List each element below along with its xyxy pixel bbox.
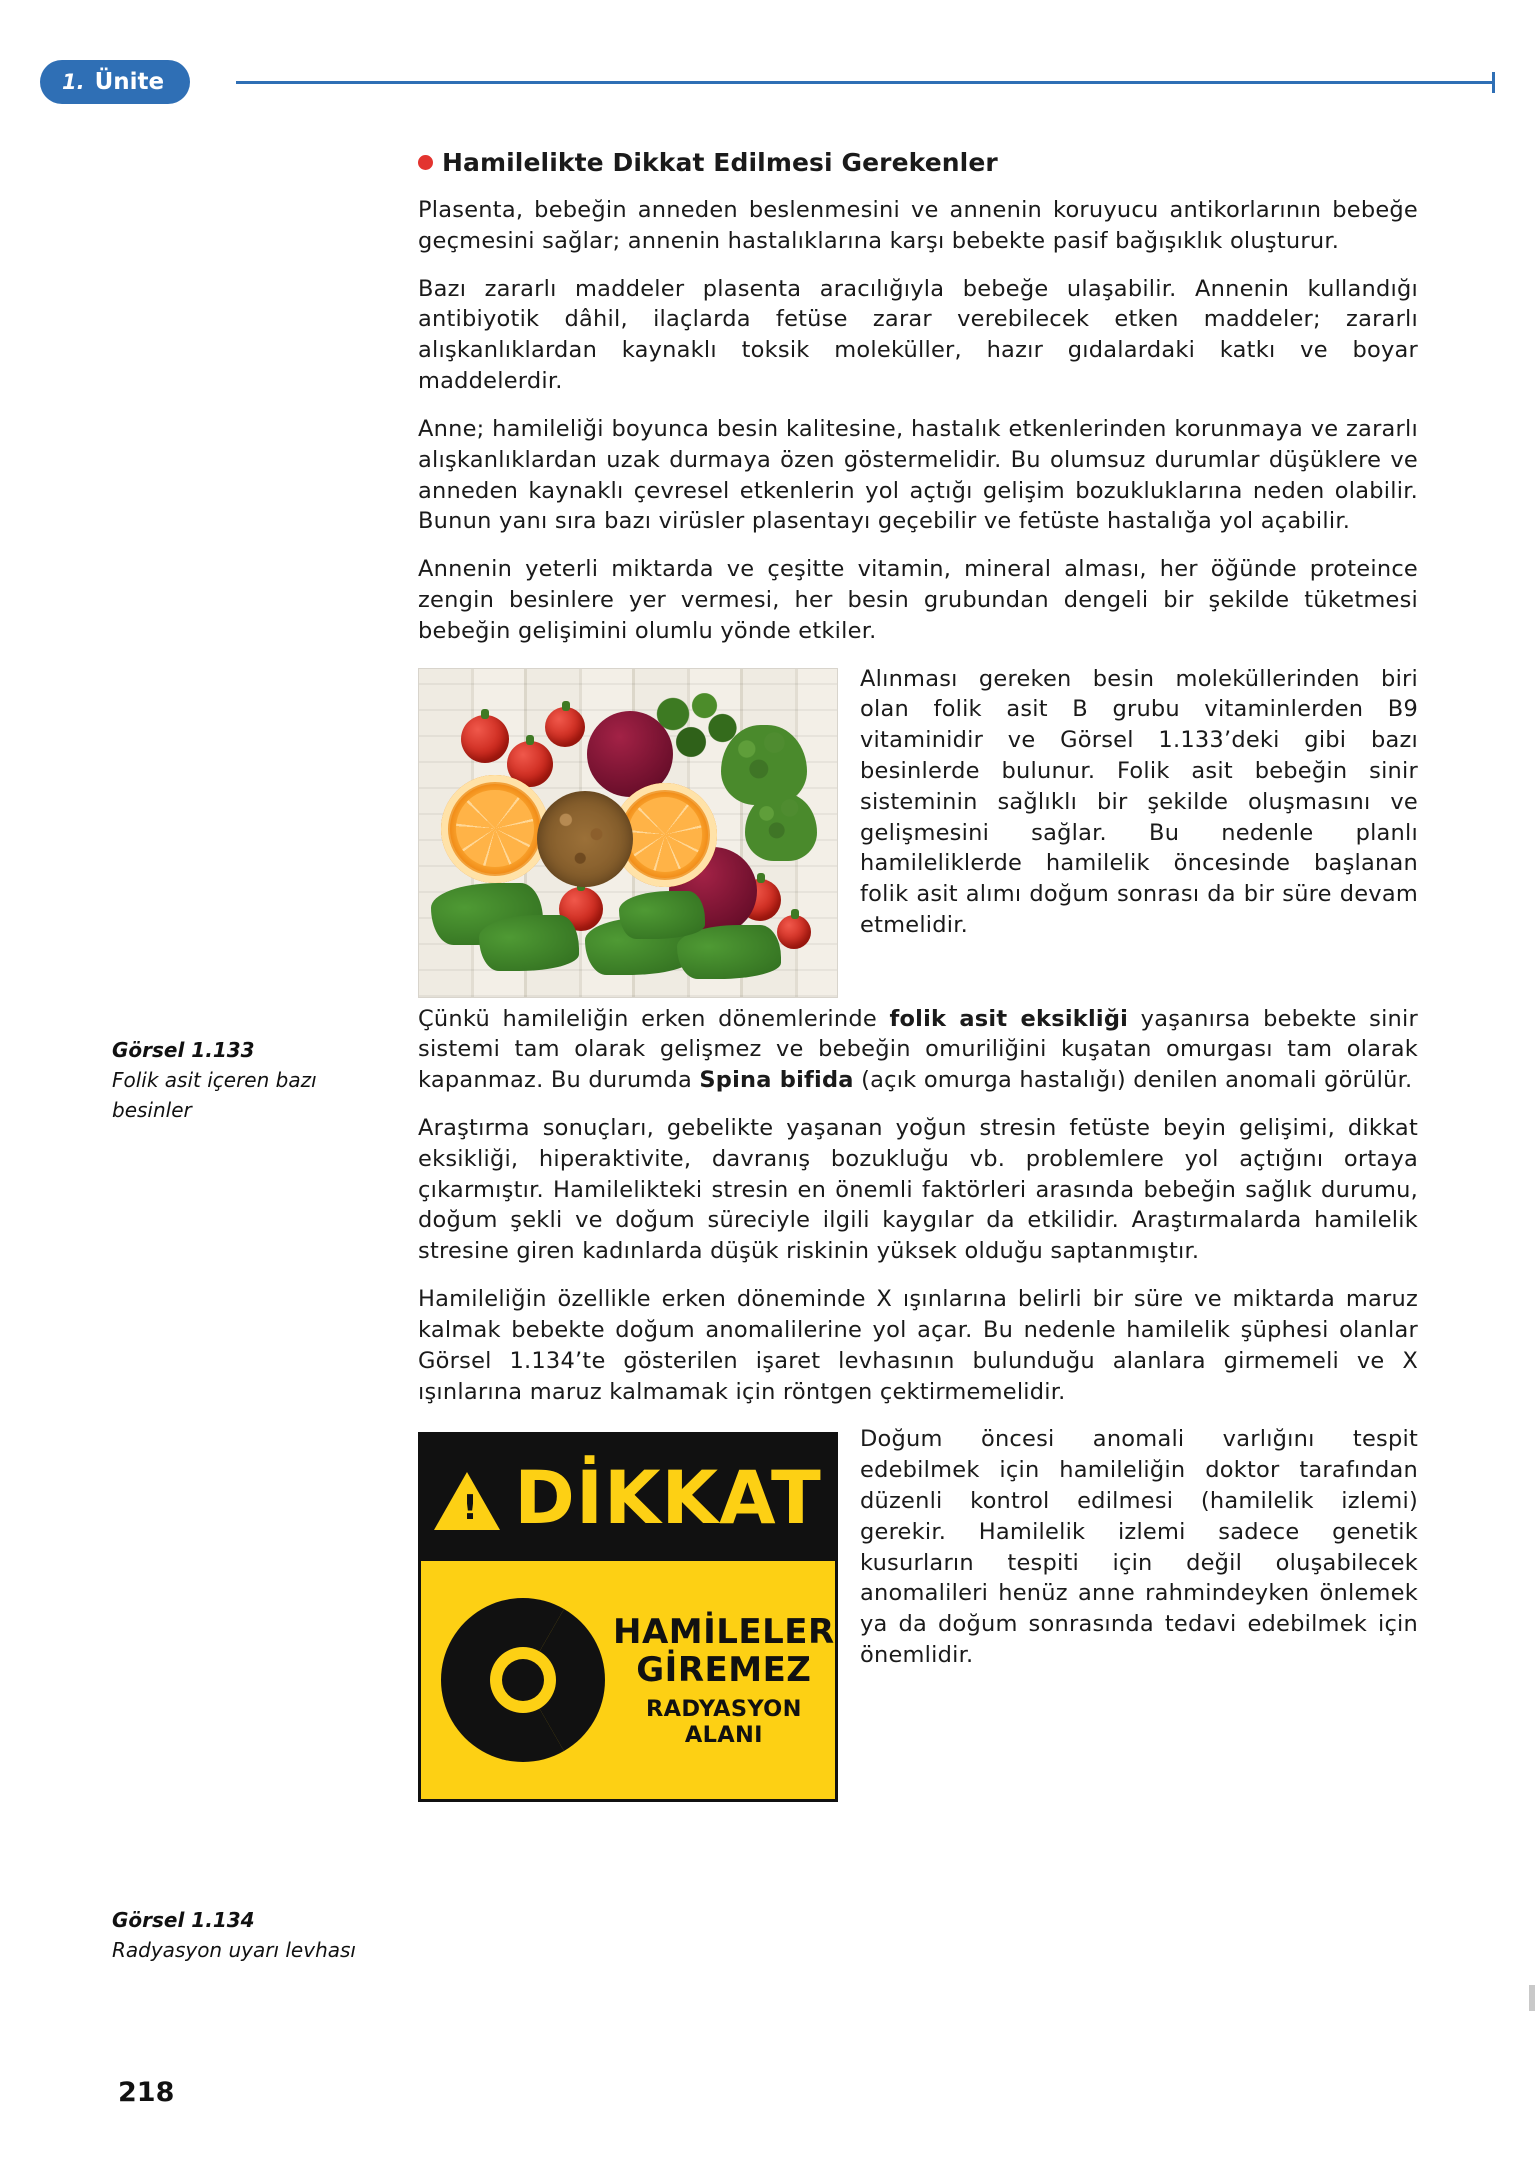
paragraph-6-part-2: yaşanırsa bebekte sinir sistemi tam olarak gelişmez ve bebeğin omuriliğini kuşatan omurgası tam olarak kapanmaz. Bu durumda [418,1005,1418,1094]
sign-line-3: RADYASYON ALANI [646,1695,802,1748]
tomato-icon [545,707,585,747]
broccoli-icon [721,725,807,805]
unit-header [40,60,1495,104]
paragraph-6 [418,1004,1418,1096]
whole-grain-bread-icon [537,791,633,887]
paragraph-1: Plasenta, bebeğin anneden beslenmesini ve annenin koruyucu antikorlarının bebeğe geçmesini sağlar; annenin hastalıklarına karşı bebekte pasif bağışıklık oluşturur. [418,197,1418,254]
page-number: 218 [118,2077,175,2108]
figure-134-caption-title: Görsel 1.134 [112,1908,255,1932]
broccoli-icon [745,793,817,861]
sign-header-band [421,1435,835,1561]
paragraph-9: Doğum öncesi anomali varlığını tespit edebilmek için hamileliğin doktor tarafından düzenli kontrol edilmesi (hamilelik izlemi) gerekir. Hamilelik izlemi sadece genetik kusurların tespiti için değil oluşabilecek anomalileri henüz anne rahmindeyken önlemek ya da doğum sonrasında tedavi edebilmek için önemlidir. [860,1426,1418,1668]
section-title: Hamilelikte Dikkat Edilmesi Gerekenler [442,148,998,177]
header-rule [236,81,1495,84]
warning-triangle-icon [434,1472,500,1530]
section-heading [418,148,1418,177]
paragraph-2: Bazı zararlı maddeler plasenta aracılığıyla bebeğe ulaşabilir. Annenin kullandığı antibiyotik dâhil, ilaçlarda fetüse zarar verebilecek etken maddeler; zararlı alışkanlıklardan kaynaklı toksik moleküller, hazır gıdalardaki katkı ve boyar maddelerdir. [418,275,1418,395]
sign-line-2: GİREMEZ [636,1649,812,1690]
unit-number: 1. [62,70,85,94]
term-spina-bifida: Spina bifida [699,1067,854,1094]
figure-133-caption-text: Folik asit içeren bazı besinler [112,1068,317,1122]
unit-label: Ünite [94,69,165,95]
radiation-trefoil-icon [433,1590,613,1770]
orange-slice-icon [441,775,549,883]
figure-133-caption-title: Görsel 1.133 [112,1038,255,1062]
unit-badge [40,60,190,104]
page-edge-mark [1529,1985,1535,2011]
paragraph-8: Hamileliğin özellikle erken döneminde X ışınlarına belirli bir süre ve miktarda maruz kalmak bebekte doğum anomalilerine yol açar. Bu nedenle hamilelik şüphesi olanlar Görsel 1.134’te gösterilen işaret levhasının bulunduğu alanlara girmemeli ve X ışınlarına maruz kalmamak için röntgen çektirmemelidir. [418,1286,1418,1405]
paragraph-6-part-3: (açık omurga hastalığı) denilen anomali görülür. [853,1067,1413,1094]
spinach-leaf-icon [479,915,579,971]
figure-134-image [418,1432,838,1802]
sign-line-1: HAMİLELER [613,1611,835,1652]
paragraph-7: Araştırma sonuçları, gebelikte yaşanan yoğun stresin fetüste beyin gelişimi, dikkat eksikliği, hiperaktivite, davranış bozukluğu vb. problemlere yol açtığını ortaya çıkarmıştır. Hamilelikteki stresin en önemli faktörleri arasında bebeğin sağlık durumu, doğum şekli ve doğum süreciyle ilgili kaygılar da etkilidir. Araştırmalarda hamilelik stresine giren kadınlarda düşük riskinin yüksek olduğu saptanmıştır. [418,1115,1418,1265]
sign-dikkat-text: DİKKAT [514,1455,822,1541]
term-folic-acid-deficiency: folik asit eksikliği [889,1005,1129,1032]
tomato-icon [461,715,509,763]
paragraph-6-part-1: Çünkü hamileliğin erken dönemlerinde [418,1005,890,1032]
spinach-leaf-icon [619,891,705,939]
sign-text-block [613,1613,838,1748]
paragraph-3: Anne; hamileliği boyunca besin kalitesine, hastalık etkenlerinden korunmaya ve zararlı alışkanlıklardan uzak durmaya özen göstermelidir. Bu olumsuz durumlar düşüklere ve anneden kaynaklı çevresel etkenlerin yol açtığı gelişim bozukluklarına neden olabilir. Bunun yanı sıra bazı virüsler plasentayı geçebilir ve fetüste hastalığa yol açabilir. [418,415,1418,535]
paragraph-5: Alınması gereken besin moleküllerinden biri olan folik asit B grubu vitaminlerden B9 vitaminidir ve Görsel 1.133’deki gibi bazı besinlerde bulunur. Folik asit bebeğin sinir sisteminin sağlıklı bir şekilde oluşmasını ve gelişmesini sağlar. Bu nedenle planlı hamileliklerde hamilelik öncesinde başlanan folik asit alımı doğum sonrası da bir süre devam etmelidir. [860,665,1418,939]
figure-133-caption [112,1035,362,1125]
sign-body [421,1561,835,1799]
figure-133-image [418,668,838,998]
header-rule-end-cap [1492,72,1495,93]
article-body [418,148,1418,1806]
bullet-dot-icon [418,155,433,170]
tomato-icon [777,915,811,949]
figure-134-caption-text: Radyasyon uyarı levhası [112,1938,356,1962]
paragraph-4: Annenin yeterli miktarda ve çeşitte vitamin, mineral alması, her öğünde proteince zengin besinlere yer vermesi, her besin grubundan dengeli bir şekilde tüketmesi bebeğin gelişimini olumlu yönde etkiler. [418,556,1418,644]
figure-134-caption [112,1905,362,1965]
